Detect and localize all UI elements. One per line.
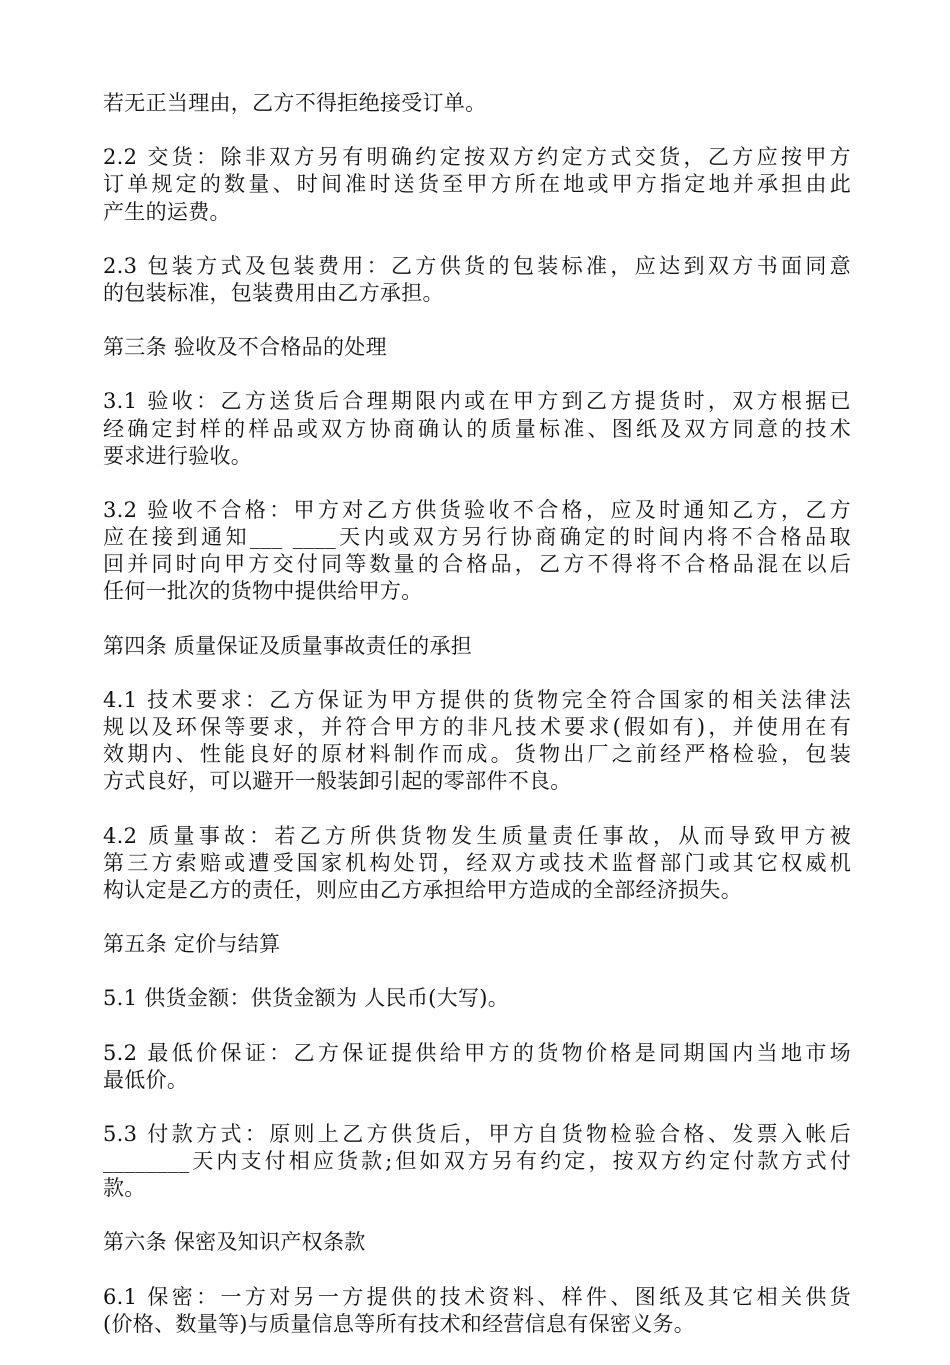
text-line: 规以及环保等要求，并符合甲方的非凡技术要求(假如有)，并使用在有 [103, 715, 851, 739]
text-line: 的包装标准，包装费用由乙方承担。 [103, 280, 444, 305]
text-line: 应在接到通知___ ____天内或双方另行协商确定的时间内将不合格品取 [103, 525, 851, 550]
paragraph [103, 687, 851, 796]
paragraph [103, 90, 851, 117]
paragraph [103, 388, 851, 470]
text-line: 第五条 定价与结算 [103, 932, 281, 957]
section-heading [103, 931, 851, 958]
text-line: 4.2 质量事故：若乙方所供货物发生质量责任事故，从而导致甲方被 [103, 823, 851, 848]
section-heading [103, 633, 851, 660]
text-line: 要求进行验收。 [103, 443, 253, 468]
paragraph [103, 144, 851, 226]
text-line: 若无正当理由，乙方不得拒绝接受订单。 [103, 91, 487, 115]
paragraph [103, 253, 851, 307]
text-line: 款。 [103, 1176, 146, 1201]
text-line: 最低价。 [103, 1067, 189, 1092]
text-line: 回并同时向甲方交付同等数量的合格品，乙方不得将不合格品混在以后 [103, 552, 851, 577]
text-line: 方式良好，可以避开一般装卸引起的零部件不良。 [103, 769, 572, 794]
paragraph [103, 1040, 851, 1094]
document-page [103, 90, 851, 1365]
text-line: 5.2 最低价保证：乙方保证提供给甲方的货物价格是同期国内当地市场 [103, 1040, 851, 1065]
text-line: 3.1 验收：乙方送货后合理期限内或在甲方到乙方提货时，双方根据已 [103, 389, 851, 414]
text-line: (价格、数量等)与质量信息等所有技术和经营信息有保密义务。 [103, 1311, 696, 1336]
text-line: 第三方索赔或遭受国家机构处罚，经双方或技术监督部门或其它权威机 [103, 850, 851, 875]
text-line: 4.1 技术要求：乙方保证为甲方提供的货物完全符合国家的相关法律法 [103, 687, 851, 712]
text-line: 5.3 付款方式：原则上乙方供货后，甲方自货物检验合格、发票入帐后 [103, 1121, 851, 1146]
section-heading [103, 334, 851, 361]
text-line: 构认定是乙方的责任，则应由乙方承担给甲方造成的全部经济损失。 [103, 877, 742, 902]
text-line: 6.1 保密：一方对另一方提供的技术资料、样件、图纸及其它相关供货 [103, 1284, 851, 1309]
text-line: 3.2 验收不合格：甲方对乙方供货验收不合格，应及时通知乙方，乙方 [103, 497, 851, 522]
text-line: 第三条 验收及不合格品的处理 [103, 335, 387, 360]
text-line: 5.1 供货金额：供货金额为 人民币(大写)。 [103, 986, 510, 1011]
paragraph [103, 823, 851, 905]
text-line: 第四条 质量保证及质量事故责任的承担 [103, 633, 473, 658]
text-line: 第六条 保密及知识产权条款 [103, 1230, 366, 1255]
section-heading [103, 1229, 851, 1256]
paragraph [103, 985, 851, 1012]
text-line: 产生的运费。 [103, 199, 231, 224]
paragraph [103, 1284, 851, 1338]
text-line: ________天内支付相应货款;但如双方另有约定，按双方约定付款方式付 [103, 1149, 851, 1174]
text-line: 2.3 包装方式及包装费用：乙方供货的包装标准，应达到双方书面同意 [103, 253, 851, 278]
text-line: 2.2 交货：除非双方另有明确约定按双方约定方式交货，乙方应按甲方 [103, 145, 851, 170]
paragraph [103, 497, 851, 606]
paragraph [103, 1121, 851, 1203]
text-line: 订单规定的数量、时间准时送货至甲方所在地或甲方指定地并承担由此 [103, 172, 851, 197]
text-line: 经确定封样的样品或双方协商确认的质量标准、图纸及双方同意的技术 [103, 416, 851, 441]
text-line: 效期内、性能良好的原材料制作而成。货物出厂之前经严格检验，包装 [103, 742, 851, 767]
text-line: 任何一批次的货物中提供给甲方。 [103, 579, 423, 604]
